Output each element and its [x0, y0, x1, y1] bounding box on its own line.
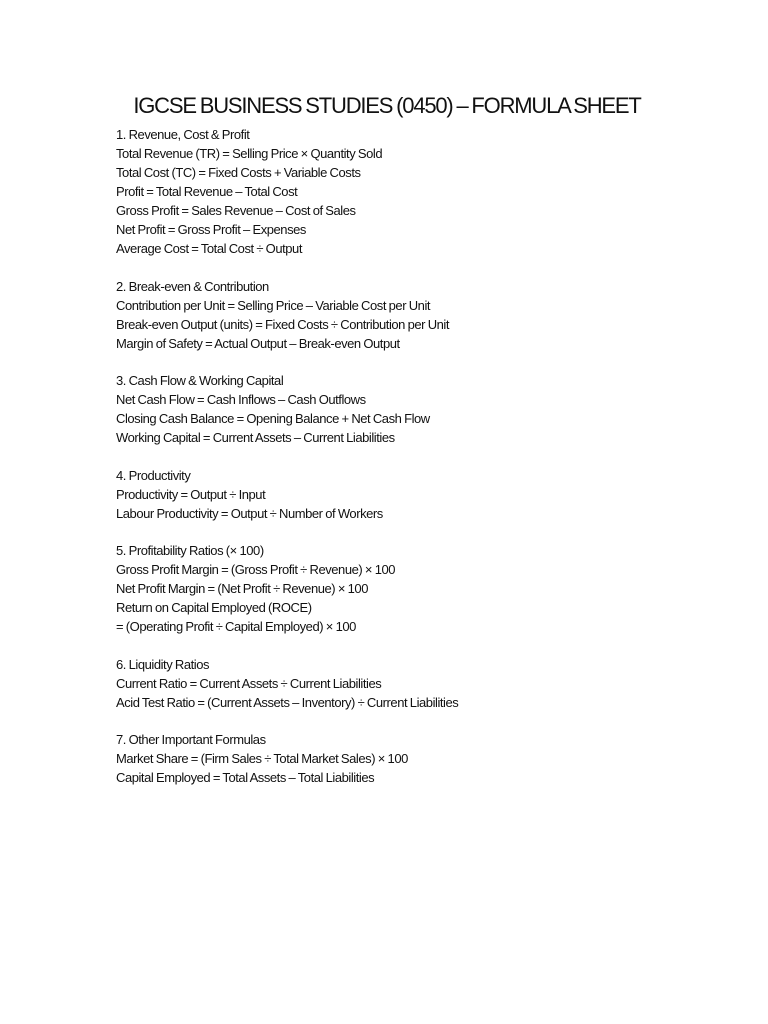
formula-line: Acid Test Ratio = (Current Assets – Inventory) ÷ Current Liabilities	[116, 694, 459, 710]
formula-line: Working Capital = Current Assets – Current Liabilities	[116, 430, 395, 445]
formula-line: Average Cost = Total Cost ÷ Output	[116, 241, 302, 256]
formula-line: Break-even Output (units) = Fixed Costs ÷ Contribution per Unit	[116, 316, 450, 332]
section-liquidity-ratios	[116, 655, 716, 712]
formula-line: Total Revenue (TR) = Selling Price × Quantity Sold	[116, 146, 383, 161]
section-heading: 6. Liquidity Ratios	[116, 656, 210, 672]
formula-line: Closing Cash Balance = Opening Balance + Net Cash Flow	[116, 411, 430, 426]
section-heading: 1. Revenue, Cost & Profit	[116, 127, 250, 142]
section-revenue-cost-profit	[116, 125, 716, 258]
formula-line: Contribution per Unit = Selling Price – Variable Cost per Unit	[116, 297, 431, 313]
formula-line: Net Profit Margin = (Net Profit ÷ Revenue) × 100	[116, 581, 368, 596]
page-title: IGCSE BUSINESS STUDIES (0450) – FORMULA SHEET	[133, 93, 641, 118]
formula-line: Margin of Safety = Actual Output – Break-even Output	[116, 335, 400, 351]
formula-line: Productivity = Output ÷ Input	[116, 486, 266, 502]
formula-line: Market Share = (Firm Sales ÷ Total Market Sales) × 100	[116, 751, 408, 766]
formula-line: Profit = Total Revenue – Total Cost	[116, 184, 298, 199]
section-break-even	[116, 277, 716, 353]
section-heading: 4. Productivity	[116, 467, 191, 483]
formula-line: Gross Profit = Sales Revenue – Cost of Sales	[116, 203, 356, 218]
formula-sections	[116, 125, 716, 806]
section-heading: 5. Profitability Ratios (× 100)	[116, 543, 264, 558]
section-heading: 7. Other Important Formulas	[116, 732, 266, 747]
formula-line: Current Ratio = Current Assets ÷ Current Liabilities	[116, 675, 382, 691]
formula-line: Return on Capital Employed (ROCE)	[116, 600, 312, 615]
section-cash-flow	[116, 371, 716, 447]
formula-line: = (Operating Profit ÷ Capital Employed) × 100	[116, 619, 356, 634]
section-other-formulas	[116, 730, 716, 787]
formula-line: Labour Productivity = Output ÷ Number of Workers	[116, 505, 383, 521]
formula-line: Total Cost (TC) = Fixed Costs + Variable Costs	[116, 165, 361, 180]
formula-line: Capital Employed = Total Assets – Total Liabilities	[116, 770, 375, 785]
formula-line: Gross Profit Margin = (Gross Profit ÷ Revenue) × 100	[116, 562, 396, 577]
section-productivity	[116, 466, 716, 523]
section-heading: 3. Cash Flow & Working Capital	[116, 373, 284, 388]
section-profitability-ratios	[116, 541, 716, 636]
formula-line: Net Profit = Gross Profit – Expenses	[116, 222, 306, 237]
section-heading: 2. Break-even & Contribution	[116, 278, 269, 294]
formula-line: Net Cash Flow = Cash Inflows – Cash Outflows	[116, 392, 366, 407]
